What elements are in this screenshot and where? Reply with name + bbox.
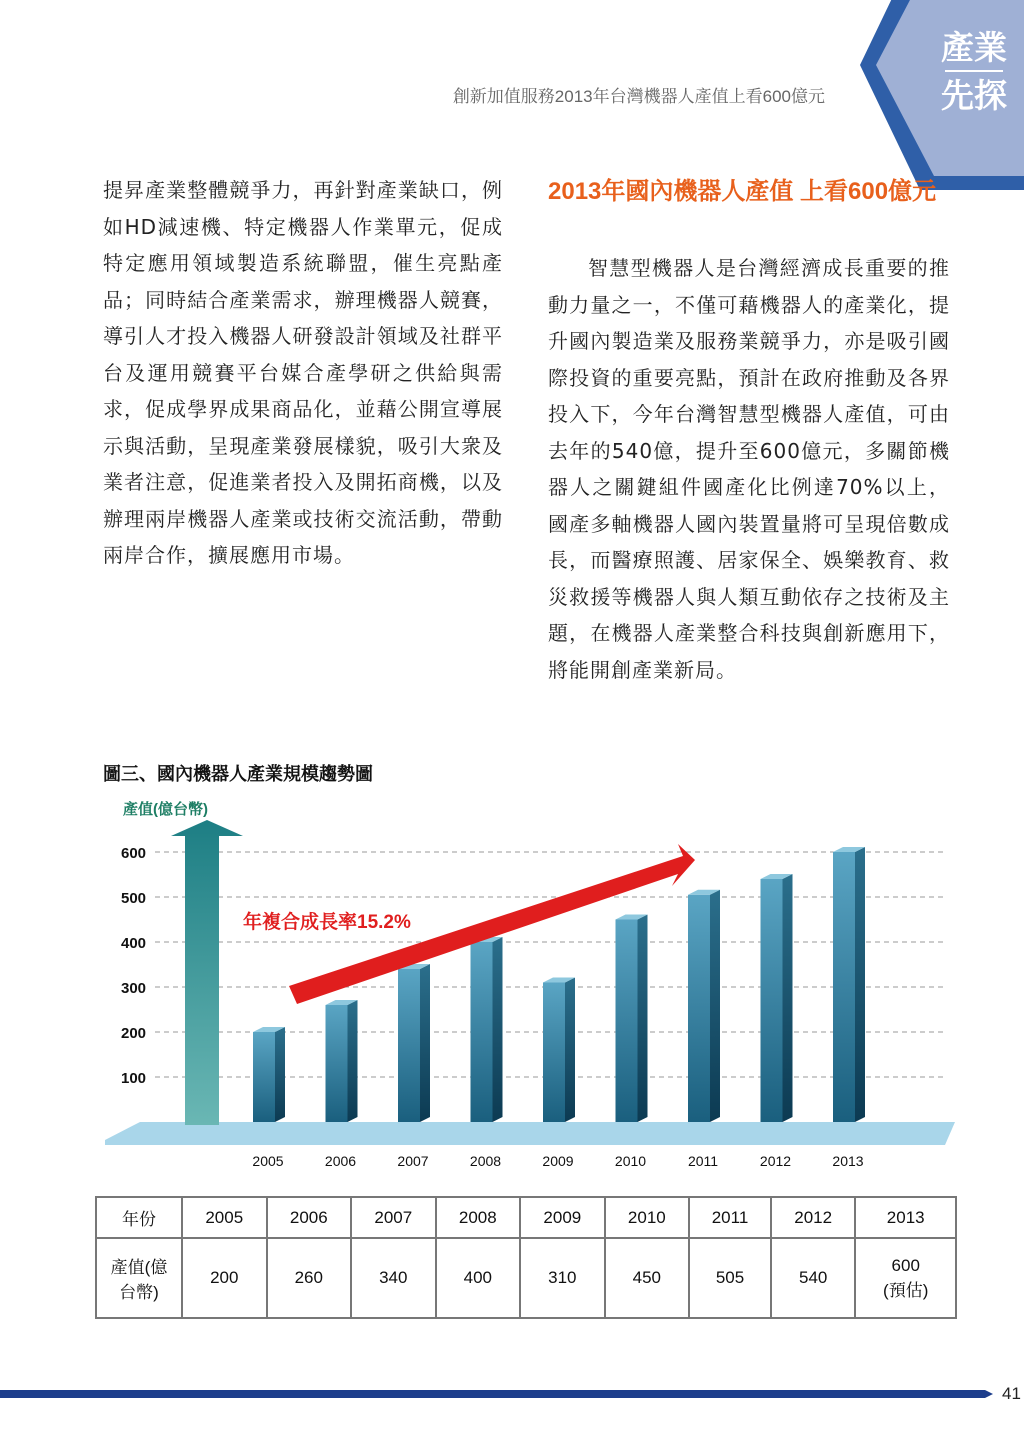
data-table: [95, 1196, 957, 1319]
y-tick-label: 600: [121, 845, 147, 862]
footer-bar: [0, 1390, 985, 1398]
running-header: 創新加值服務2013年台灣機器人產值上看600億元: [452, 87, 825, 106]
y-tick-label: 100: [121, 1070, 147, 1087]
table-cell-value-forecast: [855, 1238, 956, 1318]
table-cell-value: 200: [182, 1238, 267, 1318]
x-tick-label: 2006: [324, 1153, 357, 1169]
table-cell-year: 2011: [689, 1197, 771, 1238]
right-column: [548, 250, 950, 688]
table-cell-value: 310: [520, 1238, 605, 1318]
forecast-value: 600: [891, 1255, 920, 1275]
table-cell-year: 2005: [182, 1197, 267, 1238]
footer-bar-tip: [985, 1390, 993, 1398]
y-axis-arrow: [171, 820, 243, 1125]
table-cell-value: 400: [436, 1238, 521, 1318]
page-number: 41: [1002, 1384, 1021, 1403]
table-cell-value: 340: [351, 1238, 436, 1318]
article-title: 2013年國內機器人產值 上看600億元: [548, 178, 937, 205]
bar: [253, 1032, 275, 1122]
y-tick-label: 300: [121, 980, 147, 997]
bar: [398, 969, 420, 1122]
table-cell-year: 2013: [855, 1197, 956, 1238]
table-cell-value: 450: [605, 1238, 690, 1318]
y-tick-label: 400: [121, 935, 147, 952]
y-tick-label: 200: [121, 1025, 147, 1042]
section-tag-line2: 先探: [941, 76, 1007, 115]
table-cell-year: 2012: [771, 1197, 856, 1238]
bar: [761, 879, 783, 1122]
left-column: [103, 172, 503, 574]
bar-side: [638, 915, 648, 1123]
forecast-note: (預估): [883, 1280, 929, 1300]
section-tag: [928, 28, 1020, 116]
x-tick-label: 2005: [252, 1153, 284, 1169]
table-cell-year: 2006: [267, 1197, 352, 1238]
bar: [616, 920, 638, 1123]
bar-side: [493, 937, 503, 1122]
section-tag-divider: [945, 70, 1003, 72]
y-tick-label: 500: [121, 890, 147, 907]
y-axis-label: 產值(億台幣): [123, 801, 208, 818]
table-header-value: 產值(億台幣): [96, 1238, 182, 1318]
left-paragraph: 提昇產業整體競爭力，再針對產業缺口，例如HD減速機、特定機器人作業單元，促成特定應用領域製造系統聯盟，催生亮點產品；同時結合產業需求，辦理機器人競賽，導引人才投入機器人研發設計領域及社群平台及運用競賽平台媒合產學研之供給與需求，促成學界成果商品化，並藉公開宣導展示與活動，呈現產業發展樣貌，吸引大衆及業者注意，促進業者投入及開拓商機，以及辦理兩岸機器人產業或技術交流活動，帶動兩岸合作，擴展應用市場。: [103, 178, 503, 567]
bar: [471, 942, 493, 1122]
table-cell-value: 505: [689, 1238, 771, 1318]
table-row-values: [96, 1238, 956, 1318]
x-tick-label: 2008: [469, 1153, 502, 1169]
bar-side: [710, 890, 720, 1122]
bar-side: [565, 978, 575, 1123]
x-tick-label: 2009: [542, 1153, 574, 1169]
bar: [543, 983, 565, 1123]
x-tick-label: 2010: [614, 1153, 647, 1169]
table-row-years: [96, 1197, 956, 1238]
x-tick-label: 2013: [832, 1153, 864, 1169]
section-tag-line1: 產業: [941, 28, 1007, 67]
bar: [326, 1005, 348, 1122]
x-tick-label: 2012: [759, 1153, 792, 1169]
table-cell-year: 2009: [520, 1197, 605, 1238]
table-cell-year: 2007: [351, 1197, 436, 1238]
table-cell-year: 2010: [605, 1197, 690, 1238]
bar-side: [275, 1027, 285, 1122]
x-tick-label: 2007: [397, 1153, 429, 1169]
table-cell-year: 2008: [436, 1197, 521, 1238]
bar-side: [420, 964, 430, 1122]
bar: [833, 852, 855, 1122]
table-header-year: 年份: [96, 1197, 182, 1238]
bar: [688, 895, 710, 1122]
chart-floor: [105, 1122, 955, 1145]
figure-caption: 圖三、國內機器人產業規模趨勢圖: [103, 764, 373, 785]
growth-rate-annotation: 年複合成長率15.2%: [243, 912, 411, 933]
table-cell-value: 260: [267, 1238, 352, 1318]
bar-side: [348, 1000, 358, 1122]
bar-side: [783, 874, 793, 1122]
right-paragraph: 智慧型機器人是台灣經濟成長重要的推動力量之一，不僅可藉機器人的產業化，提升國內製造業及服務業競爭力，亦是吸引國際投資的重要亮點，預計在政府推動及各界投入下，今年台灣智慧型機器人產值，可由去年的540億，提升至600億元，多關節機器人之關鍵組件國產化比例達70%以上，國產多軸機器人國內裝置量將可呈現倍數成長，而醫療照護、居家保全、娛樂教育、救災救援等機器人與人類互動依存之技術及主題，在機器人產業整合科技與創新應用下，將能開創產業新局。: [548, 256, 950, 682]
trend-chart: [95, 790, 965, 1175]
table-cell-value: 540: [771, 1238, 856, 1318]
bar-side: [855, 847, 865, 1122]
x-tick-label: 2011: [687, 1153, 719, 1169]
